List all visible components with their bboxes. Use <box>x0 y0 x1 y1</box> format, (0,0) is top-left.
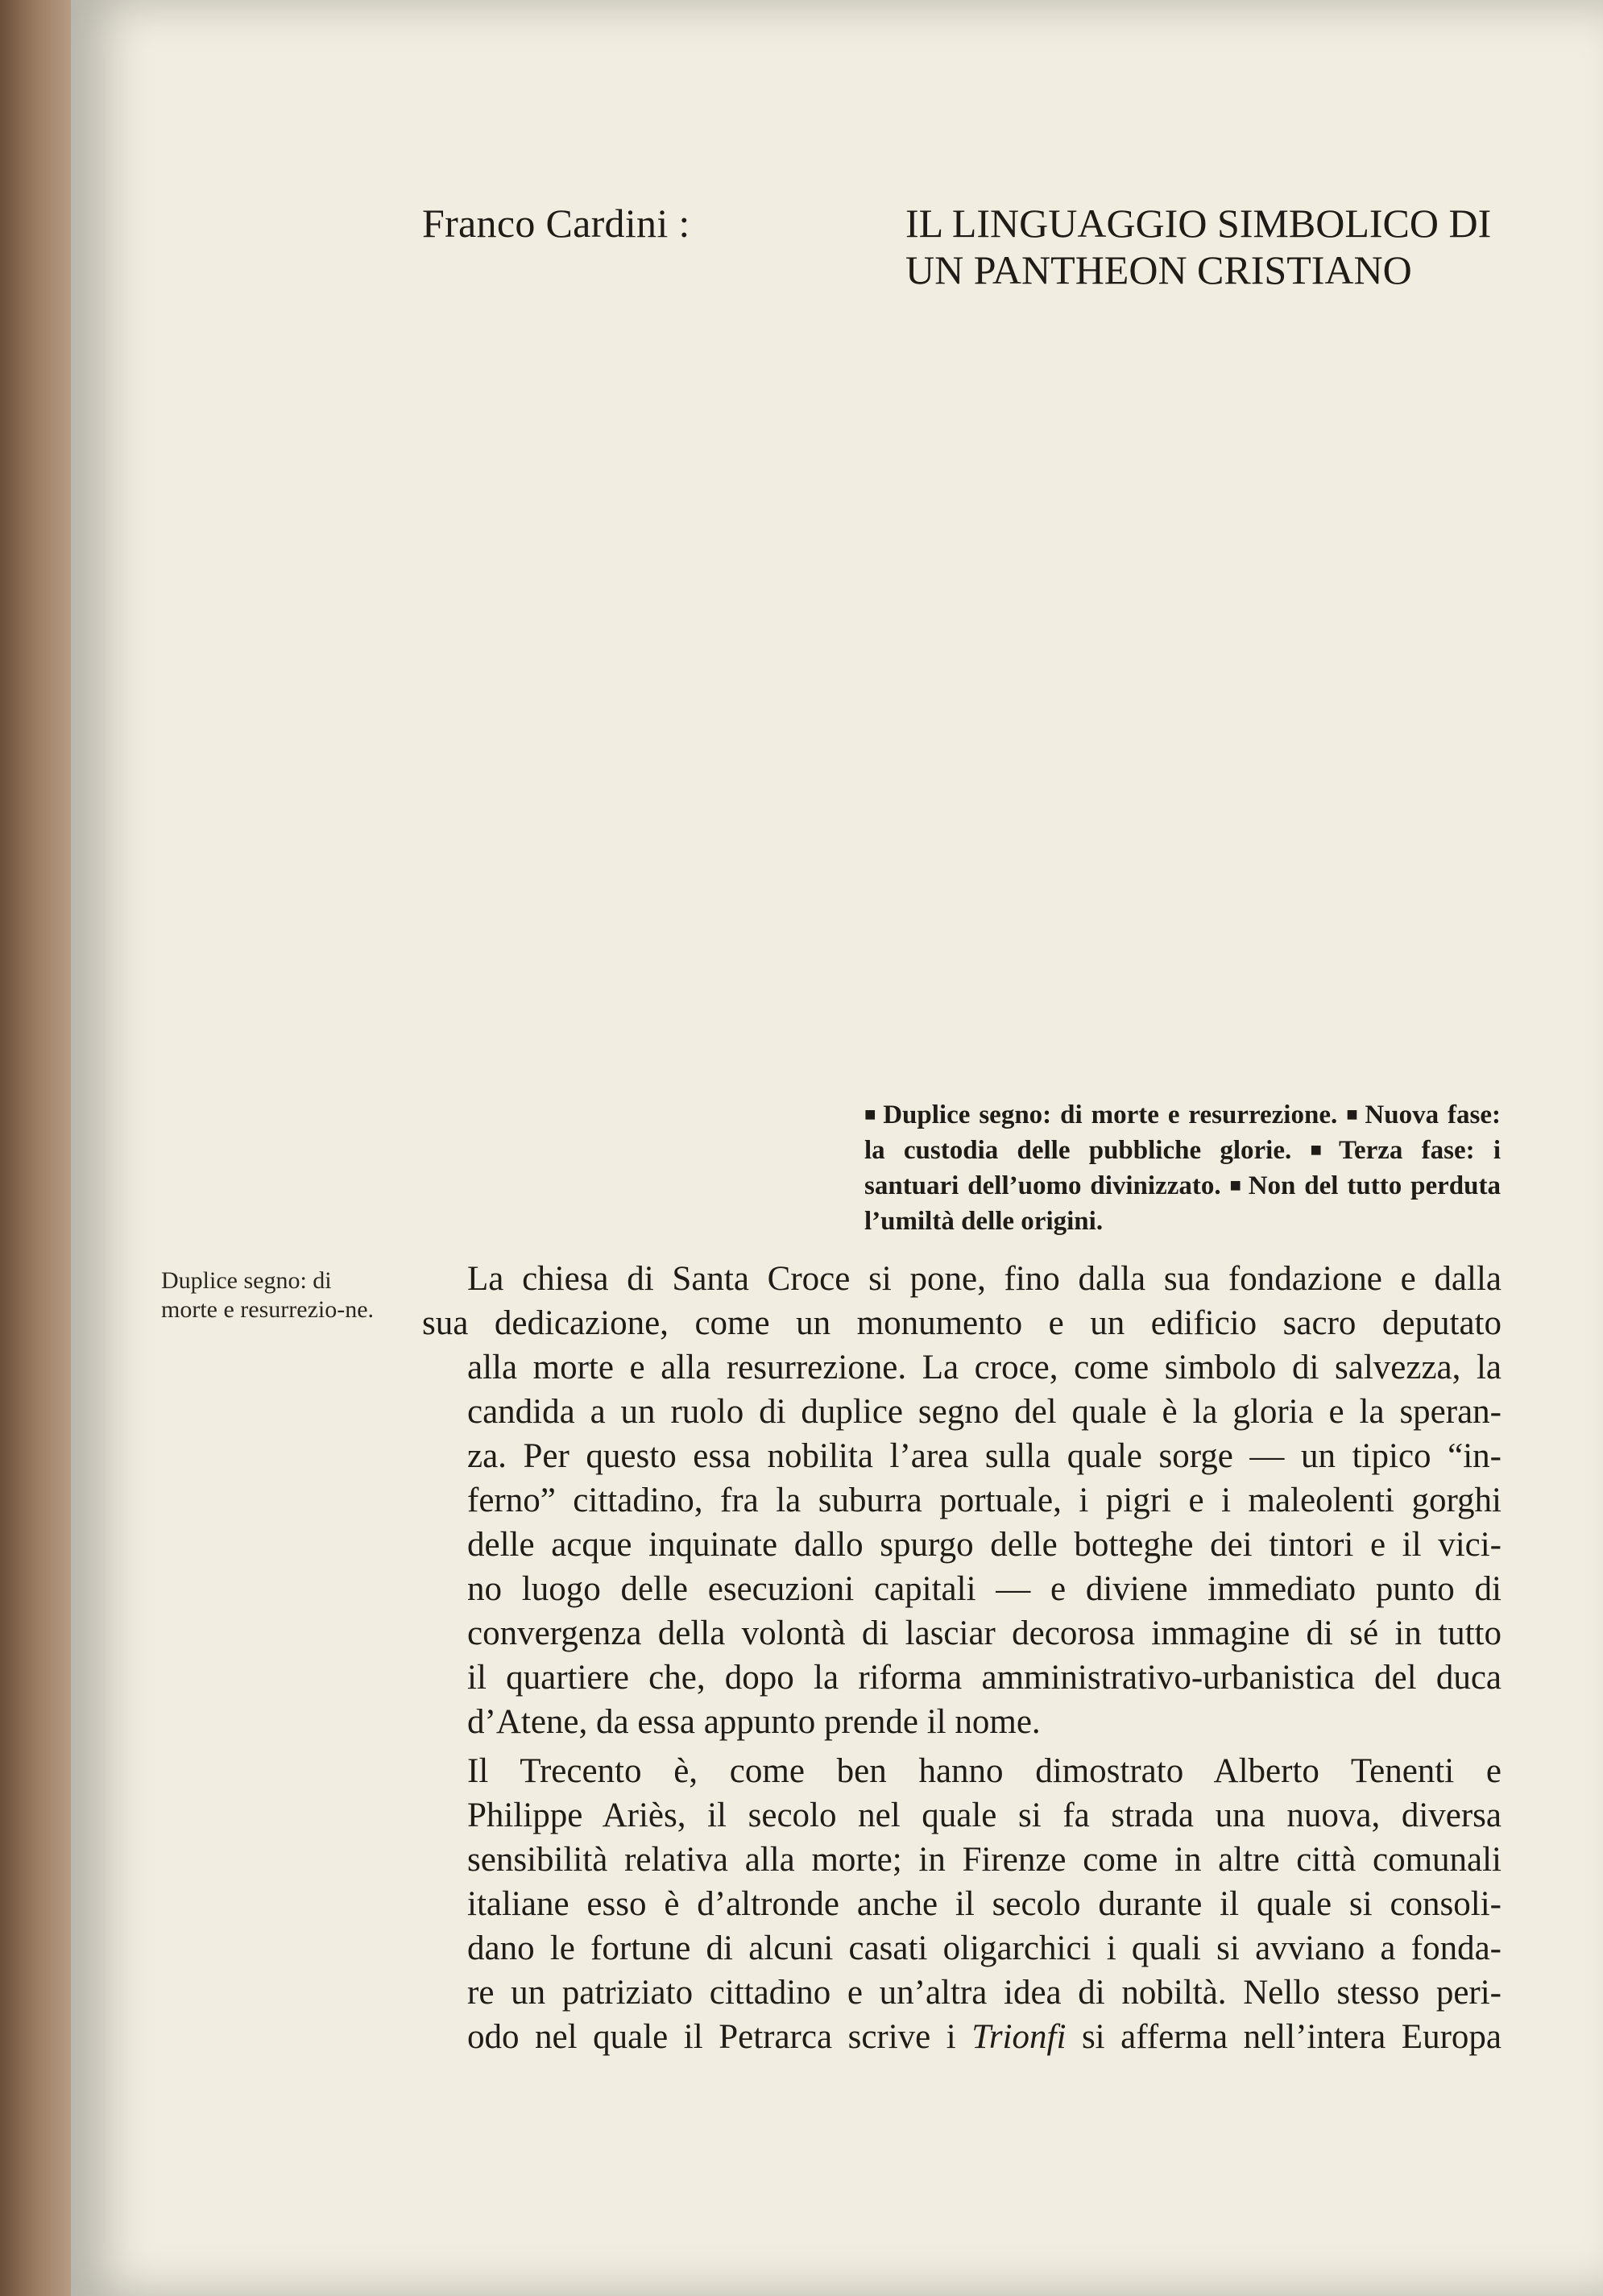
book-spine-edge <box>0 0 72 2296</box>
square-bullet-icon: ■ <box>1229 1175 1244 1196</box>
square-bullet-icon: ■ <box>1310 1140 1334 1161</box>
author-name: Franco Cardini : <box>422 201 690 246</box>
text-line: italiane esso è d’altronde anche il secolo durante il quale si consoli- <box>467 1885 1502 1923</box>
text-line <box>422 2015 1502 2059</box>
paragraph <box>422 1749 1502 2059</box>
text-fragment: odo nel quale il Petrarca scrive i <box>467 2018 972 2056</box>
body-text <box>422 1257 1502 2059</box>
text-line: Philippe Ariès, il secolo nel quale si fa strada una nuova, diversa <box>467 1797 1502 1834</box>
text-line: sua dedicazione, come un monumento e un edificio sacro deputato <box>422 1304 1502 1342</box>
text-line: re un patriziato cittadino e un’altra idea di nobiltà. Nello stesso peri- <box>467 1974 1502 2012</box>
summary-item: Terza fase: i santuari dell’uomo divinizzato. <box>864 1136 1501 1200</box>
summary-item: Nuova fase: la custodia delle pubbliche glorie. <box>864 1100 1502 1165</box>
book-page <box>71 0 1603 2296</box>
text-line: Il Trecento è, come ben hanno dimostrato Alberto Tenenti e <box>467 1752 1502 1790</box>
summary-item: Duplice segno: di morte e resurrezione. <box>883 1100 1338 1129</box>
text-line: candida a un ruolo di duplice segno del quale è la gloria e la speran- <box>467 1393 1502 1431</box>
text-line: alla morte e alla resurrezione. La croce, come simbolo di salvezza, la <box>467 1349 1502 1386</box>
text-line: convergenza della volontà di lasciar decorosa immagine di sé in tutto <box>467 1614 1502 1652</box>
chapter-title-line-2: UN PANTHEON CRISTIANO <box>905 247 1412 292</box>
square-bullet-icon: ■ <box>1346 1104 1361 1125</box>
chapter-title <box>905 200 1518 293</box>
paragraph <box>422 1257 1502 1744</box>
margin-note: Duplice segno: di morte e resurrezio-ne. <box>161 1267 375 1323</box>
square-bullet-icon: ■ <box>864 1104 879 1125</box>
text-line: ferno” cittadino, fra la suburra portuale, i pigri e i maleolenti gorghi <box>467 1482 1502 1519</box>
text-line: sensibilità relativa alla morte; in Firenze come in altre città comunali <box>467 1841 1502 1879</box>
text-line: no luogo delle esecuzioni capitali — e diviene immediato punto di <box>467 1570 1502 1608</box>
text-line: La chiesa di Santa Croce si pone, fino dalla sua fondazione e dalla <box>467 1260 1502 1298</box>
italic-title: Trionfi <box>971 2018 1067 2056</box>
chapter-title-line-1: IL LINGUAGGIO SIMBOLICO DI <box>905 201 1492 246</box>
text-line: d’Atene, da essa appunto prende il nome. <box>467 1703 1041 1741</box>
text-line: delle acque inquinate dallo spurgo delle botteghe dei tintori e il vici- <box>467 1526 1502 1564</box>
text-line: za. Per questo essa nobilita l’area sulla quale sorge — un tipico “in- <box>467 1437 1502 1475</box>
text-line: dano le fortune di alcuni casati oligarchici i quali si avviano a fonda- <box>467 1929 1502 1967</box>
chapter-summary <box>864 1097 1501 1239</box>
text-fragment: si afferma nell’intera Europa <box>1066 2018 1502 2056</box>
summary-item: Non del tutto perduta l’umiltà delle origini. <box>864 1171 1501 1236</box>
text-line: il quartiere che, dopo la riforma amministrativo-urbanistica del duca <box>467 1659 1502 1697</box>
